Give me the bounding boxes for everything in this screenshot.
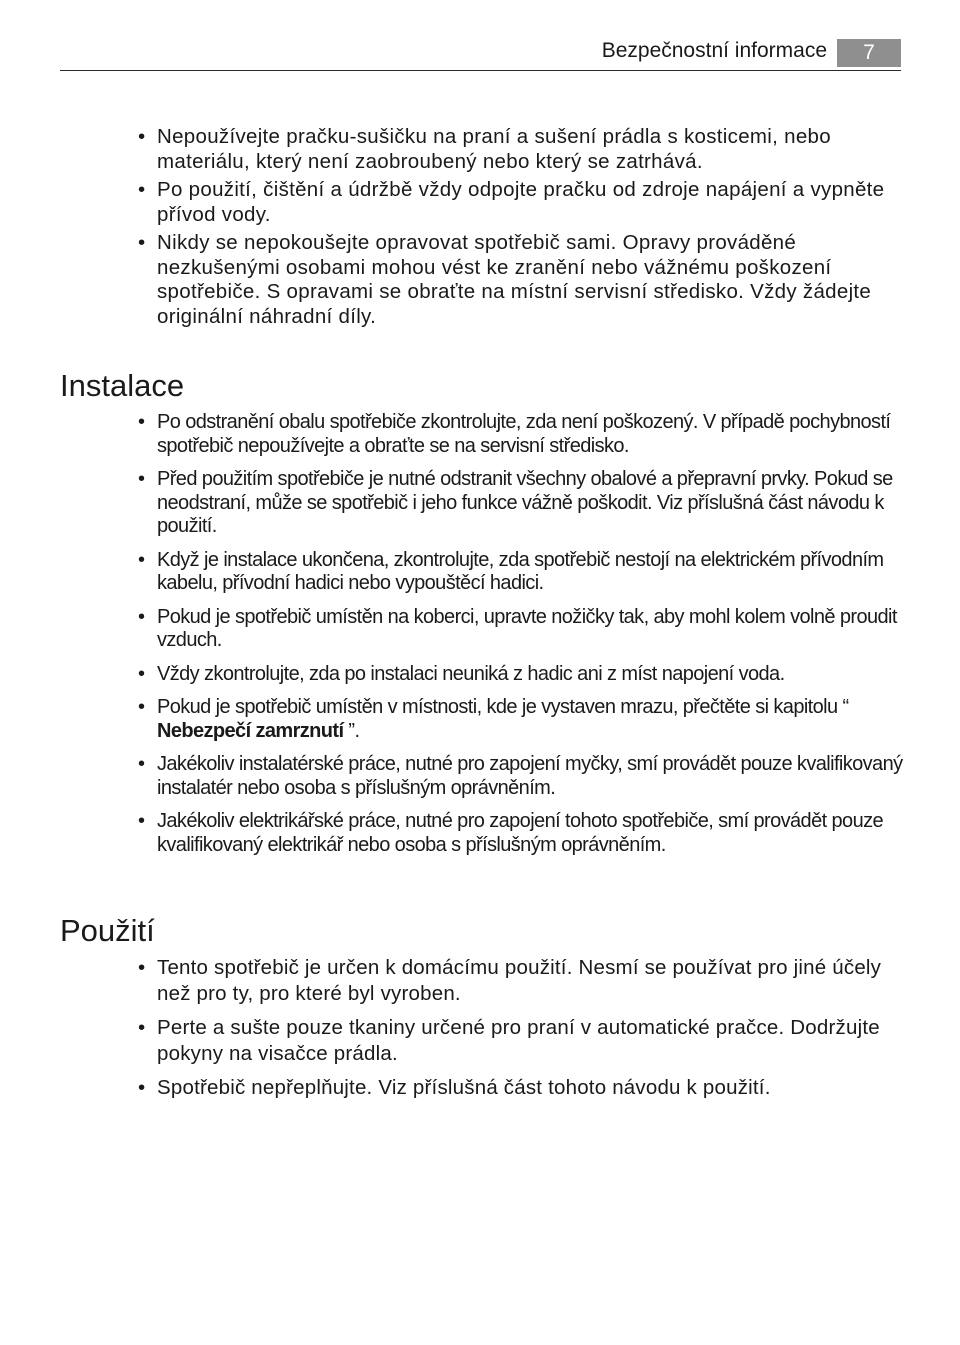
section-heading-pouziti: Použití	[60, 913, 155, 948]
safety-list	[138, 125, 908, 333]
list-item	[138, 125, 908, 174]
section-heading-instalace: Instalace	[60, 368, 185, 403]
list-item	[138, 549, 908, 596]
list-item-text: ”.	[343, 719, 360, 742]
list-item	[138, 663, 908, 687]
list-item	[138, 696, 908, 743]
list-item	[138, 178, 908, 227]
list-item	[138, 468, 908, 539]
list-item-text: Pokud je spotřebič umístěn na koberci, upravte nožičky tak, aby mohl kolem volně proudit vzduch.	[157, 605, 897, 651]
list-item	[138, 1075, 908, 1101]
list-item-text: Před použitím spotřebiče je nutné odstranit všechny obalové a přepravní prvky. Pokud se neodstraní, může se spotřebič i jeho funkce vážně poškodit. Viz příslušná část návodu k použití.	[157, 468, 893, 537]
list-item	[138, 1015, 908, 1066]
list-item-text: Jakékoliv elektrikářské práce, nutné pro zapojení tohoto spotřebiče, smí provádět pouze kvalifikovaný elektrikář nebo osoba s příslušným oprávněním.	[157, 810, 884, 856]
list-item-text: Tento spotřebič je určen k domácímu použití. Nesmí se používat pro jiné účely než pro ty, pro které byl vyroben.	[157, 956, 882, 1005]
header-title: Bezpečnostní informace	[601, 39, 827, 62]
list-item-text: Perte a sušte pouze tkaniny určené pro praní v automatické pračce. Dodržujte pokyny na visačce prádla.	[157, 1016, 880, 1065]
list-item-text: Po odstranění obalu spotřebiče zkontrolujte, zda není poškozený. V případě pochybností spotřebič nepoužívejte a obraťte se na servisní středisko.	[157, 411, 891, 457]
bullet: •	[138, 1076, 146, 1099]
bullet: •	[138, 411, 145, 433]
list-item-text: Pokud je spotřebič umístěn v místnosti, kde je vystaven mrazu, přečtěte si kapitolu “	[157, 696, 849, 718]
list-item	[138, 411, 908, 458]
bullet: •	[138, 548, 145, 571]
bullet: •	[138, 231, 146, 254]
bullet: •	[138, 810, 145, 832]
list-item	[138, 231, 908, 329]
bullet: •	[138, 696, 145, 718]
bullet: •	[138, 1016, 146, 1039]
list-item	[138, 753, 908, 800]
bullet: •	[138, 662, 145, 685]
bullet: •	[138, 605, 145, 628]
chapter-reference: Nebezpečí zamrznutí	[157, 719, 344, 742]
page-header	[60, 36, 901, 71]
list-item-text: Nikdy se nepokoušejte opravovat spotřebič sami. Opravy prováděné nezkušenými osobami mohou vést ke zranění nebo vážnému poškození spotřebiče. S opravami se obraťte na místní servisní středisko. Vždy žádejte originální náhradní díly.	[157, 231, 872, 328]
usage-list	[138, 955, 908, 1110]
list-item-text: Nepoužívejte pračku-sušičku na praní a sušení prádla s kosticemi, nebo materiálu, který není zaobroubený nebo který se zatrhává.	[157, 125, 831, 173]
list-item	[138, 955, 908, 1006]
list-item	[138, 810, 908, 857]
page-number: 7	[837, 39, 901, 67]
bullet: •	[138, 468, 145, 490]
list-item-text: Vždy zkontrolujte, zda po instalaci neuniká z hadic ani z míst napojení voda.	[157, 662, 785, 685]
list-item	[138, 606, 908, 653]
bullet: •	[138, 125, 146, 148]
bullet: •	[138, 956, 146, 979]
list-item-text: Spotřebič nepřeplňujte. Viz příslušná část tohoto návodu k použití.	[157, 1076, 771, 1099]
bullet: •	[138, 753, 145, 775]
list-item-text: Jakékoliv instalatérské práce, nutné pro zapojení myčky, smí provádět pouze kvalifikovaný instalatér nebo osoba s příslušným oprávněním.	[157, 753, 903, 799]
list-item-text: Po použití, čištění a údržbě vždy odpojte pračku od zdroje napájení a vypněte přívod vody.	[157, 178, 885, 226]
bullet: •	[138, 178, 146, 201]
installation-list	[138, 411, 908, 867]
list-item-text: Když je instalace ukončena, zkontrolujte, zda spotřebič nestojí na elektrickém přívodním kabelu, přívodní hadici nebo vypouštěcí hadici.	[157, 548, 884, 594]
